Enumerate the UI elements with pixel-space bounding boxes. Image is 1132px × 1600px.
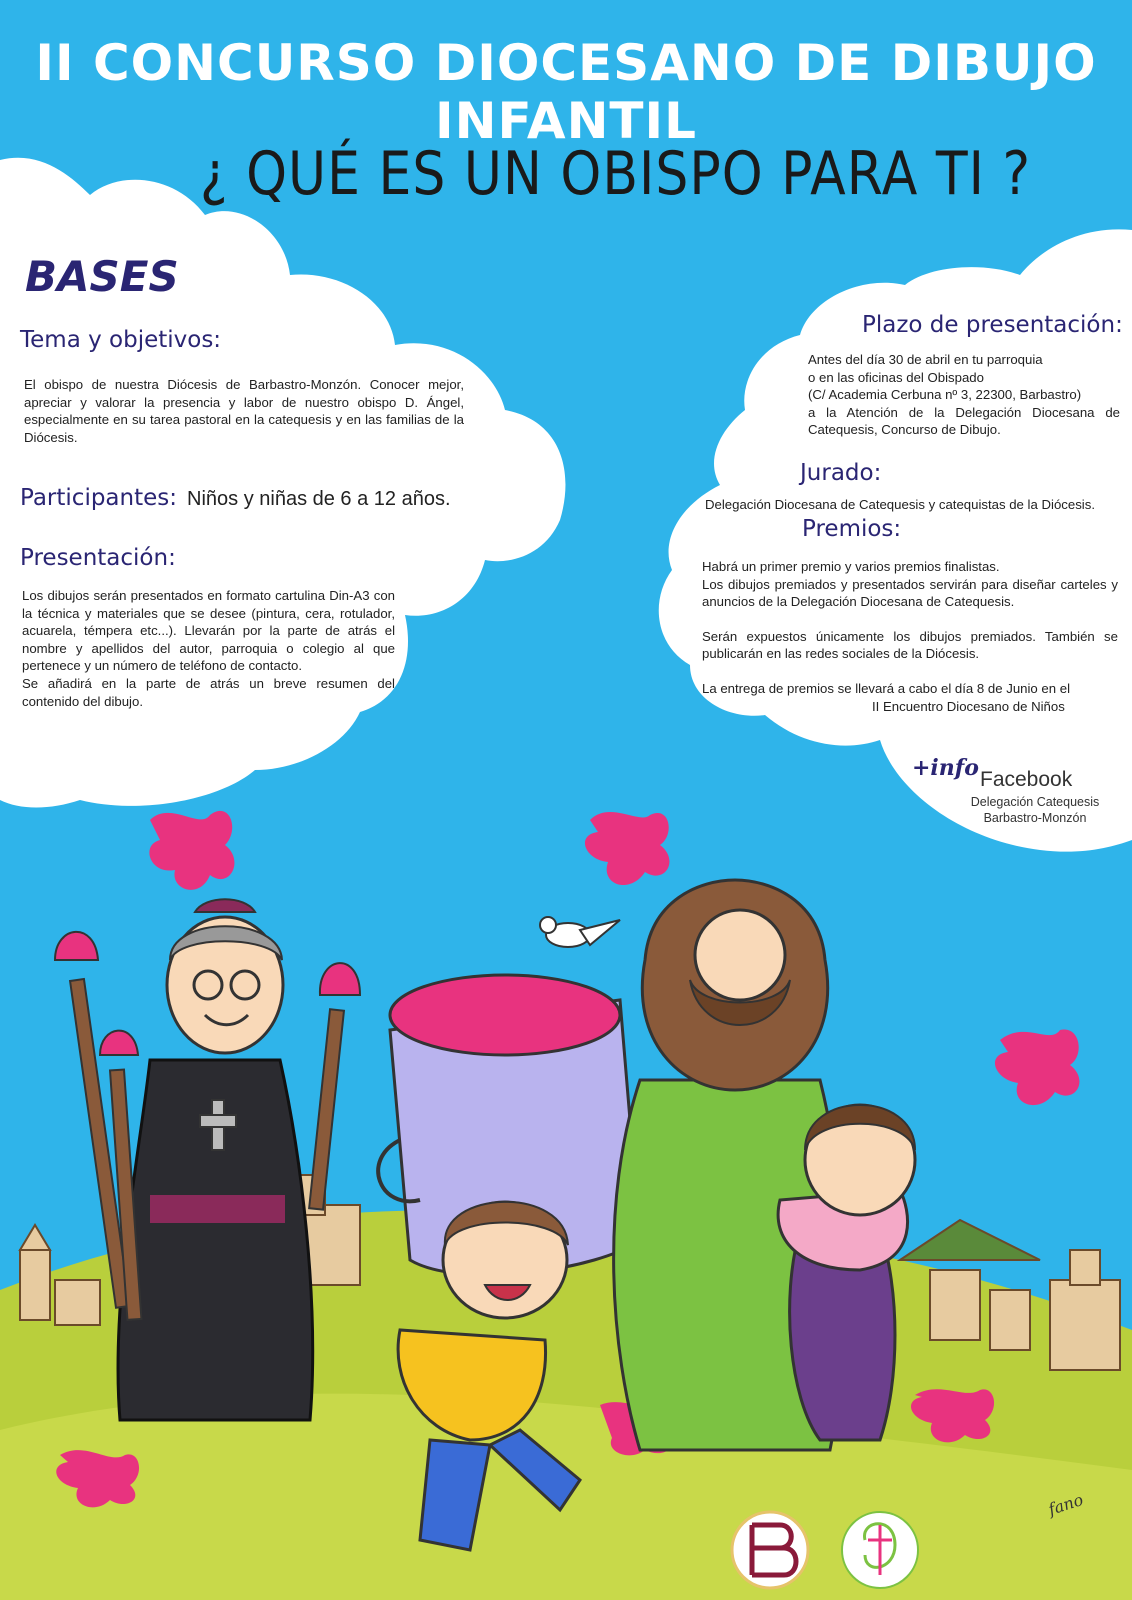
- dove: [540, 917, 620, 947]
- plazo-line-2: o en las oficinas del Obispado: [808, 369, 984, 385]
- bases-heading: BASES: [25, 252, 179, 301]
- premios-paragraph-2: Los dibujos premiados y presentados servirán para diseñar carteles y anuncios de la Delegación Diocesana de Catequesis.: [702, 576, 1118, 610]
- presentacion-paragraph-1: Los dibujos serán presentados en formato cartulina Din-A3 con la técnica y materiales que se desee (pintura, cera, rotulador, acuarela, témpera etc...). Llevarán por la parte de atrás el nombre y apellidos del autor, parroquia o colegio al que pertenece y un número de teléfono de contacto.: [22, 588, 395, 674]
- plazo-line-1: Antes del día 30 de abril en tu parroquia: [808, 352, 1043, 367]
- premios-paragraph-5: II Encuentro Diocesano de Niños: [872, 698, 1065, 714]
- premios-paragraph-1: Habrá un primer premio y varios premios finalistas.: [702, 559, 1000, 574]
- jurado-text: Delegación Diocesana de Catequesis y catequistas de la Diócesis.: [705, 497, 1095, 512]
- tema-heading: Tema y objetivos:: [20, 327, 222, 353]
- facebook-page-line-2: Barbastro-Monzón: [983, 811, 1087, 825]
- facebook-page: [960, 794, 1110, 826]
- plazo-line-3: (C/ Academia Cerbuna nº 3, 22300, Barbastro): [808, 387, 1082, 403]
- premios-text: [702, 558, 1118, 715]
- participantes-heading: [20, 485, 451, 511]
- facebook-page-line-1: Delegación Catequesis: [970, 795, 1100, 809]
- jurado-heading: Jurado:: [800, 460, 882, 486]
- logo-right: [842, 1512, 918, 1588]
- info-tag: +info: [912, 755, 979, 781]
- facebook-label: Facebook: [980, 768, 1073, 791]
- participantes-value: Niños y niñas de 6 a 12 años.: [187, 488, 451, 510]
- participantes-label: Participantes:: [20, 485, 178, 511]
- presentacion-paragraph-2: Se añadirá en la parte de atrás un breve resumen del contenido del dibujo.: [22, 675, 395, 709]
- contest-title: II CONCURSO DIOCESANO DE DIBUJO INFANTIL: [35, 34, 1097, 150]
- presentacion-heading: Presentación:: [20, 545, 176, 571]
- premios-paragraph-4: La entrega de premios se llevará a cabo el día 8 de Junio en el: [702, 680, 1071, 696]
- premios-paragraph-3: Serán expuestos únicamente los dibujos premiados. También se publicarán en las redes sociales de la Diócesis.: [702, 628, 1118, 662]
- presentacion-text: [22, 587, 395, 710]
- bishop-figure: [118, 899, 313, 1420]
- tema-text: El obispo de nuestra Diócesis de Barbastro-Monzón. Conocer mejor, apreciar y valorar la presencia y labor de nuestro obispo D. Ángel, especialmente en su tarea pastoral en la catequesis y en las familias de la Diócesis.: [24, 377, 464, 445]
- plazo-heading: Plazo de presentación:: [862, 312, 1123, 338]
- contest-question: ¿ QUÉ ES UN OBISPO PARA TI ?: [200, 140, 1032, 209]
- artist-signature: fano: [1045, 1489, 1086, 1520]
- logo-left: [732, 1512, 808, 1588]
- plazo-text: [808, 351, 1120, 439]
- plazo-line-4: a la Atención de la Delegación Diocesana de Catequesis, Concurso de Dibujo.: [808, 404, 1120, 438]
- premios-heading: Premios:: [802, 516, 902, 542]
